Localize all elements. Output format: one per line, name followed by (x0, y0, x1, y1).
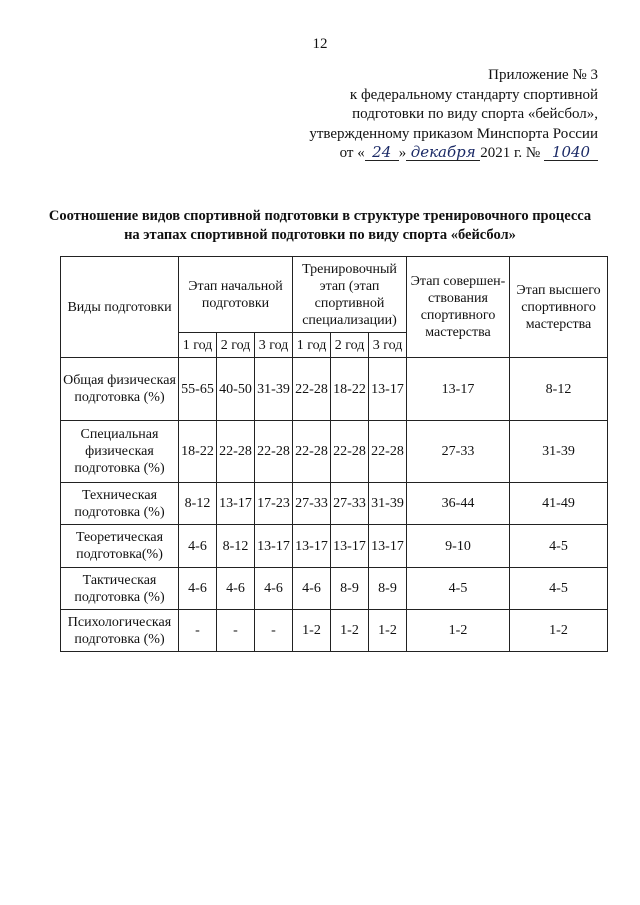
row-label: Техническая подготовка (%) (61, 483, 179, 525)
appendix-date-line (280, 144, 598, 164)
document-title: Соотношение видов спортивной подготовки в структуре тренировочного процесса на этапах спортивной подготовки по виду спорта «бейсбол» (48, 208, 592, 243)
table-cell: 22-28 (331, 421, 369, 483)
handwritten-day: 24 (365, 144, 399, 161)
table-cell: 36-44 (407, 483, 510, 525)
table-cell: 13-17 (331, 525, 369, 568)
table-cell: 1-2 (407, 610, 510, 652)
table-cell: - (217, 610, 255, 652)
table-cell: 31-39 (255, 358, 293, 421)
table-cell: 13-17 (369, 358, 407, 421)
table-cell: 22-28 (293, 358, 331, 421)
table-row (61, 358, 608, 421)
table-cell: 17-23 (255, 483, 293, 525)
appendix-line-order: утвержденному приказом Минспорта России (309, 125, 598, 142)
year-header: 1 год (179, 333, 217, 358)
table-row (61, 610, 608, 652)
date-year: 2021 г. № (480, 145, 541, 161)
table-row (61, 568, 608, 610)
table-cell: 55-65 (179, 358, 217, 421)
table-cell: 31-39 (510, 421, 608, 483)
table-cell: 4-6 (293, 568, 331, 610)
table-cell: 4-5 (510, 525, 608, 568)
row-label: Специальная физическая подготовка (%) (61, 421, 179, 483)
appendix-block (280, 66, 598, 164)
row-label: Тактическая подготовка (%) (61, 568, 179, 610)
page-number: 12 (312, 36, 328, 52)
date-mid: » (398, 145, 407, 161)
table-cell: 8-12 (179, 483, 217, 525)
table-cell: 1-2 (369, 610, 407, 652)
table-cell: 41-49 (510, 483, 608, 525)
appendix-title: Приложение № 3 (488, 67, 598, 83)
row-label: Психологическая подготовка (%) (61, 610, 179, 652)
training-ratio-table (60, 256, 608, 652)
header-training-types: Виды подготовки (61, 257, 179, 358)
appendix-line-sport: подготовки по виду спорта «бейсбол», (352, 106, 598, 122)
year-header: 3 год (369, 333, 407, 358)
year-header: 2 год (331, 333, 369, 358)
handwritten-order-number: 1040 (544, 144, 598, 161)
table-cell: 18-22 (179, 421, 217, 483)
table-row (61, 483, 608, 525)
table-cell: 27-33 (331, 483, 369, 525)
table-cell: 8-12 (510, 358, 608, 421)
table-cell: - (179, 610, 217, 652)
handwritten-month: декабря (406, 144, 480, 161)
table-cell: 22-28 (369, 421, 407, 483)
table-cell: 4-5 (510, 568, 608, 610)
table-cell: 8-12 (217, 525, 255, 568)
table-cell: 40-50 (217, 358, 255, 421)
table-cell: 13-17 (407, 358, 510, 421)
table-cell: 8-9 (369, 568, 407, 610)
table-cell: 13-17 (369, 525, 407, 568)
table-cell: 27-33 (407, 421, 510, 483)
table-row (61, 421, 608, 483)
header-training-stage: Тренировочный этап (этап спортивной специализации) (293, 257, 407, 333)
row-label: Теоретическая подготовка(%) (61, 525, 179, 568)
table-cell: 4-6 (179, 525, 217, 568)
year-header: 2 год (217, 333, 255, 358)
table-row (61, 525, 608, 568)
table-cell: 22-28 (293, 421, 331, 483)
table-cell: - (255, 610, 293, 652)
appendix-line-standard: к федеральному стандарту спортивной (349, 86, 598, 103)
table-cell: 9-10 (407, 525, 510, 568)
table-cell: 22-28 (217, 421, 255, 483)
date-prefix: от « (339, 145, 365, 161)
table-cell: 1-2 (510, 610, 608, 652)
table-cell: 8-9 (331, 568, 369, 610)
year-header: 1 год (293, 333, 331, 358)
table-cell: 1-2 (331, 610, 369, 652)
table-cell: 4-6 (217, 568, 255, 610)
header-row (61, 257, 608, 333)
table-cell: 27-33 (293, 483, 331, 525)
table-cell: 18-22 (331, 358, 369, 421)
table-cell: 13-17 (255, 525, 293, 568)
table-cell: 31-39 (369, 483, 407, 525)
row-label: Общая физическая подготовка (%) (61, 358, 179, 421)
table-cell: 22-28 (255, 421, 293, 483)
table-cell: 13-17 (293, 525, 331, 568)
table-cell: 1-2 (293, 610, 331, 652)
table-cell: 4-6 (255, 568, 293, 610)
header-highest-stage: Этап высшего спортивного мастерства (510, 257, 608, 358)
table-cell: 4-5 (407, 568, 510, 610)
header-initial-stage: Этап начальной подготовки (179, 257, 293, 333)
header-improvement-stage: Этап совершен-ствования спортивного мастерства (407, 257, 510, 358)
year-header: 3 год (255, 333, 293, 358)
table-cell: 13-17 (217, 483, 255, 525)
table-cell: 4-6 (179, 568, 217, 610)
